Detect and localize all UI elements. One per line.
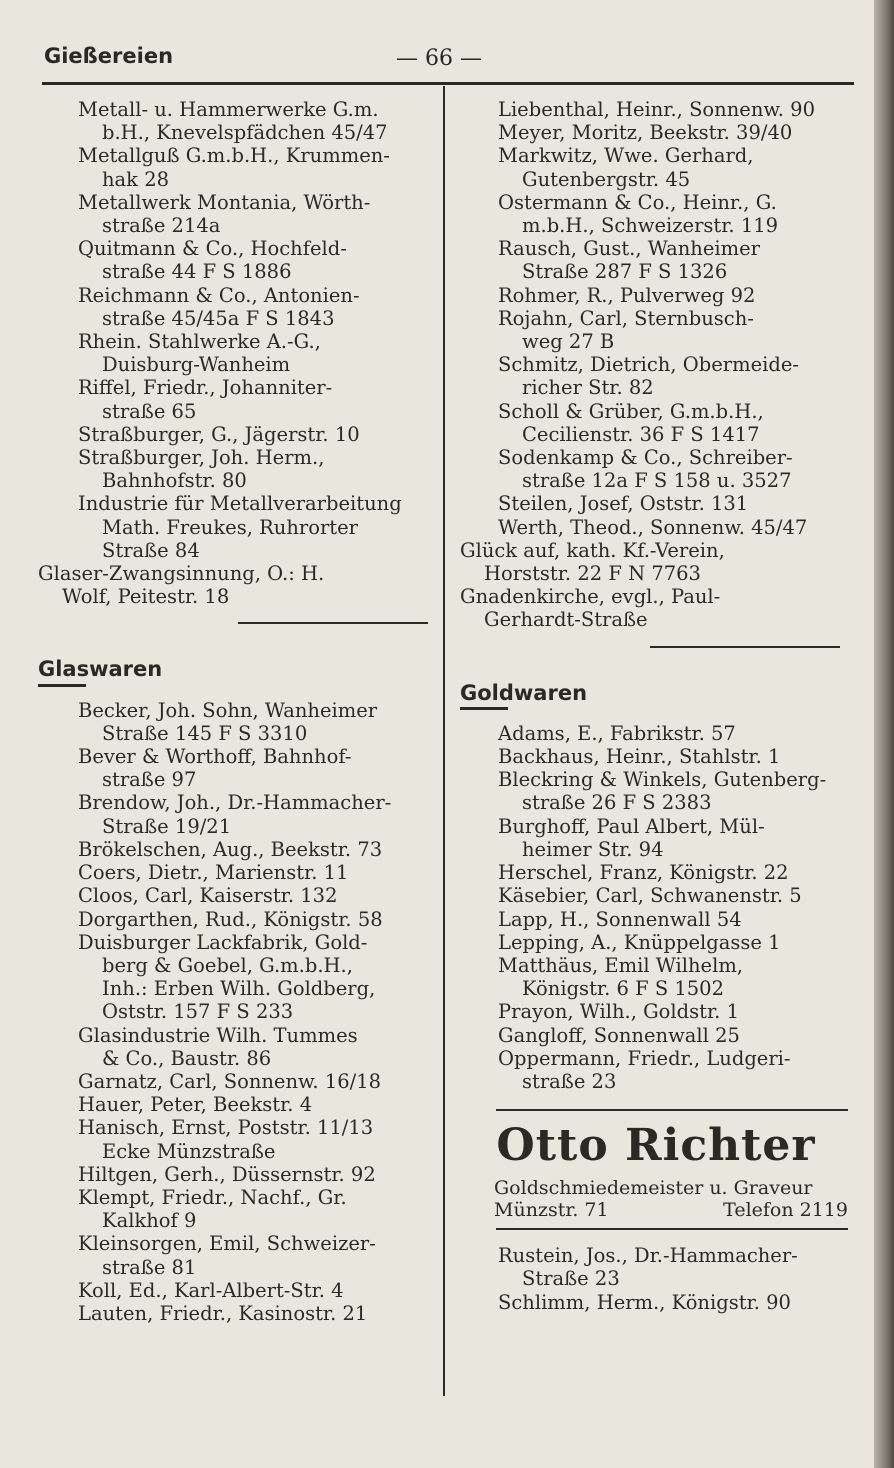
directory-entry <box>38 1093 434 1116</box>
entry-line: Rhein. Stahlwerke A.-G., <box>78 330 321 354</box>
entry-line: Lapp, H., Sonnenwall 54 <box>498 907 742 931</box>
entry-line: Glasindustrie Wilh. Tummes <box>78 1023 358 1047</box>
section-title-text: Goldwaren <box>460 680 588 705</box>
directory-entry <box>460 353 852 399</box>
entry-line: richer Str. 82 <box>522 376 654 400</box>
entry-line: Rojahn, Carl, Sternbusch- <box>498 306 754 330</box>
entry-line: Horststr. 22 F N 7763 <box>484 562 701 586</box>
entry-line: Cloos, Carl, Kaiserstr. 132 <box>78 884 338 908</box>
entry-line: Scholl & Grüber, G.m.b.H., <box>498 399 764 423</box>
directory-entry <box>38 1302 434 1325</box>
directory-entry <box>38 1279 434 1302</box>
title-underline <box>38 684 86 687</box>
page-number: — 66 — <box>396 46 482 71</box>
entry-line: Math. Freukes, Ruhrorter <box>102 515 358 539</box>
entry-line: Becker, Joh. Sohn, Wanheimer <box>78 698 378 722</box>
entry-line: Inh.: Erben Wilh. Goldberg, <box>102 977 376 1001</box>
section-rule <box>238 622 428 624</box>
entry-line: straße 65 <box>102 399 197 423</box>
entry-line: Cecilienstr. 36 F S 1417 <box>522 422 760 446</box>
directory-entry <box>460 1000 852 1023</box>
entry-line: Liebenthal, Heinr., Sonnenw. 90 <box>498 98 815 121</box>
entry-line: Burghoff, Paul Albert, Mül- <box>498 814 765 838</box>
entry-line: Straße 19/21 <box>102 814 232 838</box>
entry-line: Duisburg-Wanheim <box>102 353 291 377</box>
entry-line: Hiltgen, Gerh., Düssernstr. 92 <box>78 1162 376 1186</box>
directory-entry <box>38 446 434 492</box>
section-title-text: Glaswaren <box>38 657 163 682</box>
entry-line: Gangloff, Sonnenwall 25 <box>498 1023 740 1047</box>
entry-line: Straße 23 <box>522 1267 620 1291</box>
section-title-goldwaren <box>460 682 587 710</box>
entry-line: Prayon, Wilh., Goldstr. 1 <box>498 1000 739 1024</box>
directory-entry <box>460 1291 852 1314</box>
entry-line: Steilen, Josef, Oststr. 131 <box>498 492 749 516</box>
directory-entry <box>38 1163 434 1186</box>
directory-entry <box>38 1186 434 1232</box>
entry-line: Brökelschen, Aug., Beekstr. 73 <box>78 837 383 861</box>
advert-top-rule <box>496 1109 848 1111</box>
entry-line: Garnatz, Carl, Sonnenw. 16/18 <box>78 1069 382 1093</box>
glaser-entry <box>38 562 434 608</box>
directory-entry <box>460 585 852 631</box>
right-top-entries <box>460 98 852 539</box>
entry-line: straße 12a F S 158 u. 3527 <box>522 469 792 493</box>
entry-line: Oststr. 157 F S 233 <box>102 1000 294 1024</box>
advert-address: Münzstr. 71 <box>494 1199 609 1222</box>
directory-entry <box>38 562 434 608</box>
directory-entry <box>38 330 434 376</box>
directory-entry <box>460 1047 852 1093</box>
directory-entry <box>460 284 852 307</box>
entry-line: Metall- u. Hammerwerke G.m. <box>78 98 379 121</box>
entry-line: Klempt, Friedr., Nachf., Gr. <box>78 1185 347 1209</box>
entry-line: Straßburger, Joh. Herm., <box>78 446 325 470</box>
entry-line: Glaser-Zwangsinnung, O.: H. <box>38 562 325 586</box>
advert-bottom-rule <box>496 1228 848 1230</box>
entry-line: m.b.H., Schweizerstr. 119 <box>522 214 779 238</box>
entry-line: Reichmann & Co., Antonien- <box>78 283 360 307</box>
after-advert-entries <box>460 1244 852 1314</box>
directory-entry <box>460 1024 852 1047</box>
entry-line: Brendow, Joh., Dr.-Hammacher- <box>78 791 392 815</box>
directory-entry <box>38 423 434 446</box>
directory-entry <box>38 861 434 884</box>
entry-line: straße 97 <box>102 768 197 792</box>
directory-entry <box>460 191 852 237</box>
directory-entry <box>460 121 852 144</box>
directory-entry <box>38 931 434 1024</box>
directory-entry <box>38 98 434 144</box>
entry-line: Straße 84 <box>102 538 200 562</box>
section-title-glaswaren <box>38 658 162 686</box>
entry-line: straße 23 <box>522 1069 617 1093</box>
directory-entry <box>460 931 852 954</box>
entry-line: Rustein, Jos., Dr.-Hammacher- <box>498 1244 798 1268</box>
directory-entry <box>460 768 852 814</box>
directory-entry <box>460 722 852 745</box>
advert-phone: Telefon 2119 <box>723 1199 848 1222</box>
entry-line: & Co., Baustr. 86 <box>102 1046 272 1070</box>
directory-entry <box>38 144 434 190</box>
glaswaren-entries <box>38 699 434 1325</box>
entry-line: Koll, Ed., Karl-Albert-Str. 4 <box>78 1278 344 1302</box>
left-top-entries <box>38 98 434 562</box>
entry-line: straße 214a <box>102 214 221 238</box>
directory-entry <box>38 699 434 745</box>
directory-entry <box>460 884 852 907</box>
entry-line: Metallwerk Montania, Wörth- <box>78 190 371 214</box>
entry-line: Kleinsorgen, Emil, Schweizer- <box>78 1232 376 1256</box>
entry-line: Metallguß G.m.b.H., Krummen- <box>78 144 390 168</box>
entry-line: Ostermann & Co., Heinr., G. <box>498 190 777 214</box>
header-rule <box>42 82 854 85</box>
entry-line: Matthäus, Emil Wilhelm, <box>498 953 744 977</box>
directory-entry <box>460 400 852 446</box>
directory-entry <box>460 908 852 931</box>
directory-entry <box>38 838 434 861</box>
entry-line: heimer Str. 94 <box>522 837 664 861</box>
left-column <box>38 98 434 1325</box>
entry-line: Industrie für Metallverarbeitung <box>78 492 402 516</box>
entry-line: Herschel, Franz, Königstr. 22 <box>498 861 789 885</box>
entry-line: Adams, E., Fabrikstr. 57 <box>498 721 736 745</box>
directory-entry <box>38 492 434 562</box>
directory-entry <box>460 237 852 283</box>
entry-line: Meyer, Moritz, Beekstr. 39/40 <box>498 121 793 145</box>
entry-line: Hanisch, Ernst, Poststr. 11/13 <box>78 1116 374 1140</box>
entry-line: Straße 287 F S 1326 <box>522 260 728 284</box>
entry-line: Schmitz, Dietrich, Obermeide- <box>498 353 799 377</box>
advert-otto-richter <box>460 1121 852 1222</box>
column-divider <box>443 86 445 1396</box>
directory-entry <box>38 884 434 907</box>
directory-entry <box>460 307 852 353</box>
entry-line: Dorgarthen, Rud., Königstr. 58 <box>78 907 383 931</box>
entry-line: Käsebier, Carl, Schwanenstr. 5 <box>498 884 802 908</box>
entry-line: Werth, Theod., Sonnenw. 45/47 <box>498 515 808 539</box>
directory-entry <box>460 144 852 190</box>
entry-line: Lauten, Friedr., Kasinostr. 21 <box>78 1301 368 1325</box>
section-rule <box>650 646 840 648</box>
entry-line: Glück auf, kath. Kf.-Verein, <box>460 538 725 562</box>
directory-entry <box>460 446 852 492</box>
directory-entry <box>460 98 852 121</box>
entry-line: Bahnhofstr. 80 <box>102 469 247 493</box>
advert-contact-row <box>460 1199 852 1222</box>
entry-line: Königstr. 6 F S 1502 <box>522 977 724 1001</box>
entry-line: Straßburger, G., Jägerstr. 10 <box>78 422 360 446</box>
entry-line: b.H., Knevelspfädchen 45/47 <box>102 121 388 145</box>
directory-entry <box>460 1244 852 1290</box>
entry-line: Straße 145 F S 3310 <box>102 721 308 745</box>
entry-line: hak 28 <box>102 167 170 191</box>
title-underline <box>460 707 508 710</box>
entry-line: Lepping, A., Knüppelgasse 1 <box>498 930 781 954</box>
directory-entry <box>460 492 852 515</box>
advert-name: Otto Richter <box>496 1120 816 1172</box>
entry-line: Rausch, Gust., Wanheimer <box>498 237 760 261</box>
entry-line: Sodenkamp & Co., Schreiber- <box>498 446 793 470</box>
entry-line: Markwitz, Wwe. Gerhard, <box>498 144 754 168</box>
entry-line: Bever & Worthoff, Bahnhof- <box>78 745 352 769</box>
directory-entry <box>460 516 852 539</box>
running-header: Gießereien <box>44 44 174 68</box>
goldwaren-entries <box>460 722 852 1093</box>
entry-line: Gerhardt-Straße <box>484 608 648 632</box>
entry-line: Hauer, Peter, Beekstr. 4 <box>78 1093 313 1117</box>
entry-line: Schlimm, Herm., Königstr. 90 <box>498 1290 791 1314</box>
book-spine <box>874 0 894 1468</box>
entry-line: Kalkhof 9 <box>102 1209 197 1233</box>
entry-line: Ecke Münzstraße <box>102 1139 276 1163</box>
entry-line: Duisburger Lackfabrik, Gold- <box>78 930 368 954</box>
entry-line: straße 45/45a F S 1843 <box>102 306 335 330</box>
entry-line: Gnadenkirche, evgl., Paul- <box>460 585 721 609</box>
glueck-entries <box>460 539 852 632</box>
directory-entry <box>460 815 852 861</box>
entry-line: Oppermann, Friedr., Ludgeri- <box>498 1046 791 1070</box>
entry-line: weg 27 B <box>522 330 615 354</box>
directory-entry <box>38 376 434 422</box>
directory-entry <box>38 745 434 791</box>
advert-profession: Goldschmiedemeister u. Graveur <box>494 1177 813 1200</box>
entry-line: berg & Goebel, G.m.b.H., <box>102 953 353 977</box>
directory-entry <box>38 791 434 837</box>
directory-entry <box>38 908 434 931</box>
directory-entry <box>38 1070 434 1093</box>
directory-entry <box>38 191 434 237</box>
directory-entry <box>460 861 852 884</box>
entry-line: Bleckring & Winkels, Gutenberg- <box>498 768 827 792</box>
directory-entry <box>38 284 434 330</box>
entry-line: Quitmann & Co., Hochfeld- <box>78 237 347 261</box>
right-column <box>460 98 852 1314</box>
directory-entry <box>38 1116 434 1162</box>
entry-line: straße 81 <box>102 1255 197 1279</box>
directory-entry <box>38 237 434 283</box>
entry-line: Wolf, Peitestr. 18 <box>62 585 230 609</box>
directory-entry <box>38 1024 434 1070</box>
entry-line: Riffel, Friedr., Johanniter- <box>78 376 333 400</box>
directory-entry <box>460 539 852 585</box>
entry-line: Backhaus, Heinr., Stahlstr. 1 <box>498 745 781 769</box>
entry-line: Rohmer, R., Pulverweg 92 <box>498 283 756 307</box>
directory-entry <box>460 954 852 1000</box>
entry-line: straße 44 F S 1886 <box>102 260 292 284</box>
entry-line: Coers, Dietr., Marienstr. 11 <box>78 861 349 885</box>
entry-line: Gutenbergstr. 45 <box>522 167 691 191</box>
entry-line: straße 26 F S 2383 <box>522 791 712 815</box>
directory-entry <box>38 1232 434 1278</box>
directory-entry <box>460 745 852 768</box>
